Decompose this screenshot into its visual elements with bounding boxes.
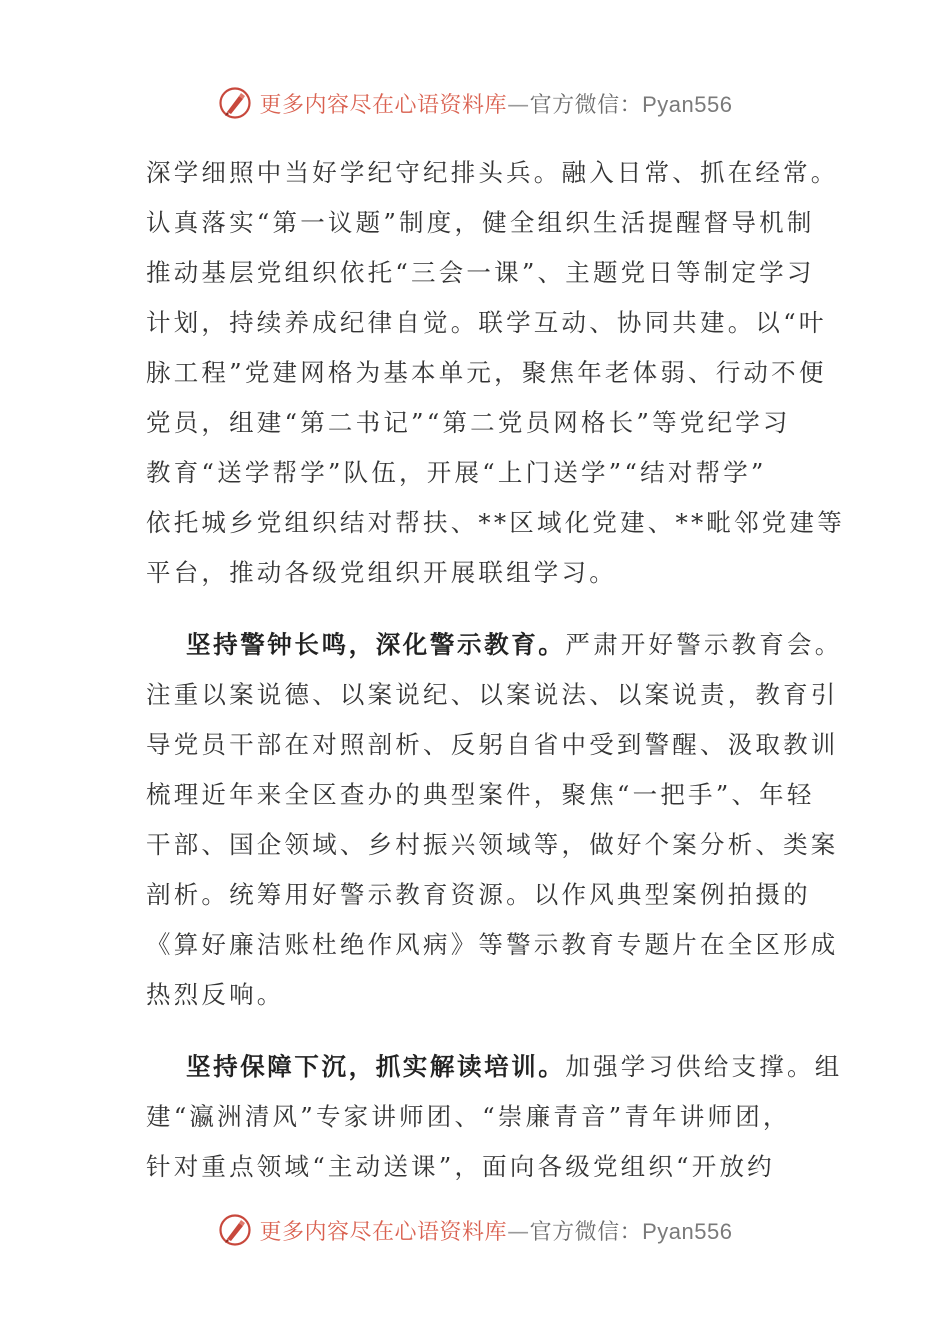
text-line: 脉工程”党建网格为基本单元，聚焦年老体弱、行动不便 xyxy=(146,358,827,387)
text-line: 计划，持续养成纪律自觉。联学互动、协同共建。以“叶 xyxy=(146,308,827,337)
text-line: 注重以案说德、以案说纪、以案说法、以案说责，教育引 xyxy=(146,680,839,709)
text-line: 党员，组建“第二书记”“第二党员网格长”等党纪学习 xyxy=(146,408,791,437)
paragraph-3-lead: 加强学习供给支撑。组 xyxy=(565,1052,843,1081)
text-line: 《算好廉洁账杜绝作风病》等警示教育专题片在全区形成 xyxy=(146,930,839,959)
paragraph-2 xyxy=(146,620,843,1020)
text-line: 热烈反响。 xyxy=(146,980,285,1009)
text-line: 依托城乡党组织结对帮扶、**区域化党建、**毗邻党建等 xyxy=(146,508,845,537)
text-line: 建“瀛洲清风”专家讲师团、“崇廉青音”青年讲师团， xyxy=(146,1102,791,1131)
paragraph-2-heading: 坚持警钟长鸣，深化警示教育。 xyxy=(186,630,566,659)
text-line: 推动基层党组织依托“三会一课”、主题党日等制定学习 xyxy=(146,258,815,287)
header-banner xyxy=(0,83,950,123)
text-line: 认真落实“第一议题”制度，健全组织生活提醒督导机制 xyxy=(146,208,815,237)
pen-logo-icon xyxy=(218,1213,252,1247)
paragraph-3-heading: 坚持保障下沉，抓实解读培训。 xyxy=(186,1052,566,1081)
pen-logo-icon xyxy=(218,86,252,120)
footer-banner xyxy=(0,1210,950,1250)
header-banner-text: 更多内容尽在心语资料库—官方微信：Pyan556 xyxy=(259,91,733,118)
text-line: 剖析。统筹用好警示教育资源。以作风典型案例拍摄的 xyxy=(146,880,811,909)
paragraph-2-first-line xyxy=(146,620,843,670)
paragraph-2-lead: 严肃开好警示教育会。 xyxy=(565,630,843,659)
text-line: 梳理近年来全区查办的典型案件，聚焦“一把手”、年轻 xyxy=(146,780,815,809)
footer-banner-text: 更多内容尽在心语资料库—官方微信：Pyan556 xyxy=(259,1218,733,1245)
paragraph-3 xyxy=(146,1042,843,1192)
text-line: 针对重点领域“主动送课”，面向各级党组织“开放约 xyxy=(146,1152,775,1181)
text-line: 干部、国企领域、乡村振兴领域等，做好个案分析、类案 xyxy=(146,830,839,859)
paragraph-3-first-line xyxy=(146,1042,843,1092)
text-line: 深学细照中当好学纪守纪排头兵。融入日常、抓在经常。 xyxy=(146,158,839,187)
text-line: 平台，推动各级党组织开展联组学习。 xyxy=(146,558,617,587)
text-line: 导党员干部在对照剖析、反躬自省中受到警醒、汲取教训 xyxy=(146,730,839,759)
document-body xyxy=(146,148,845,1192)
paragraph-1 xyxy=(146,148,845,598)
text-line: 教育“送学帮学”队伍，开展“上门送学”“结对帮学” xyxy=(146,458,767,487)
